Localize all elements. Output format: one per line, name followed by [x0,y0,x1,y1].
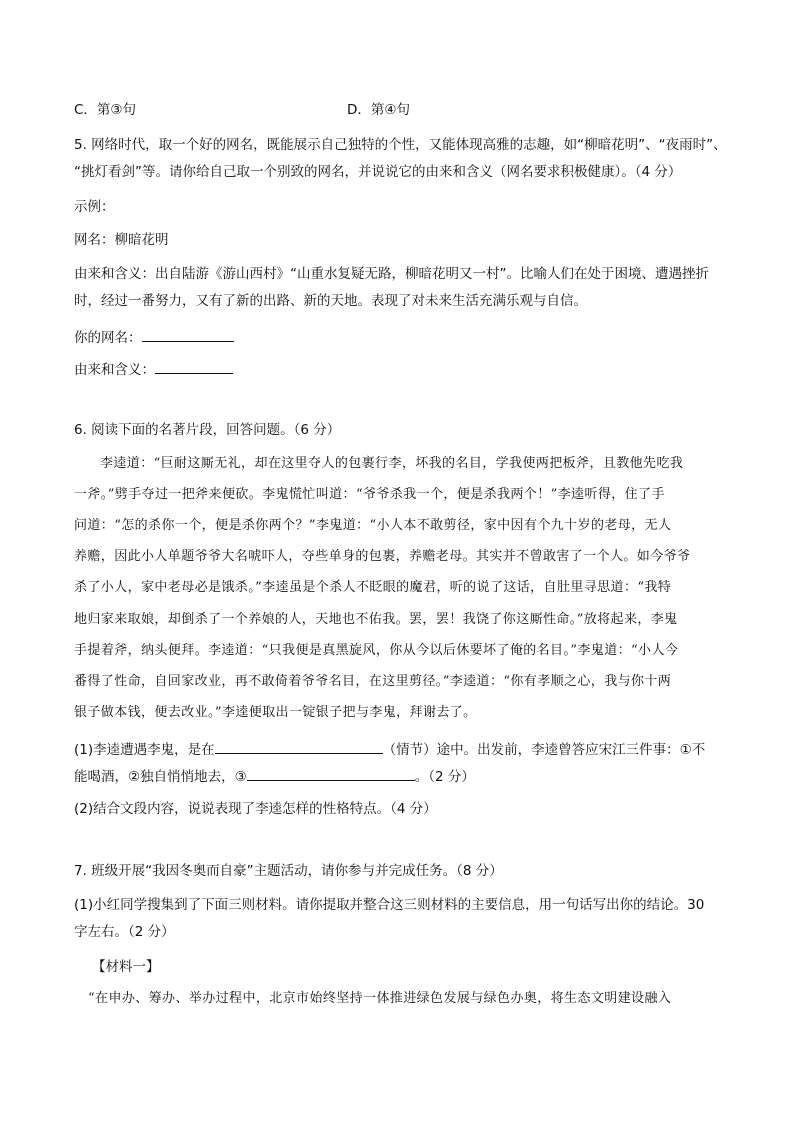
example-name: 网名：柳暗花明 [74,232,169,248]
material-line-1: “在申办、筹办、举办过程中，北京市始终坚持一体推进绿色发展与绿色办奥，将生态文明建设融入 [88,991,672,1006]
passage-line: 番得了性命，自回家改业，再不敢倚着爷爷名目，在这里剪径。”李逵道：“你有孝顺之心，我与你十两 [74,674,672,689]
plot-blank[interactable] [215,739,383,754]
your-name-blank[interactable] [142,327,234,342]
q6-sub2: (2)结合文段内容，说说表现了李逵怎样的性格特点。（4 分） [74,801,437,817]
your-name-row [74,327,234,347]
your-name-label: 你的网名： [74,330,142,346]
q6-sub1-text-a: (1)李逵遭遇李鬼，是在 [74,742,215,758]
q5-line-1: 5. 网络时代，取一个好的网名，既能展示自己独特的个性，又能体现高雅的志趣，如“柳暗花明”、“夜雨时”、 [74,137,727,153]
q7-sub1-line-2: 字左右。（2 分） [74,924,175,940]
your-origin-label: 由来和含义： [74,362,155,378]
origin-line-2: 时，经过一番努力，又有了新的出路、新的天地。表现了对未来生活充满乐观与自信。 [74,293,587,309]
q5-line-2: “挑灯看剑”等。请你给自己取一个别致的网名，并说说它的由来和含义（网名要求积极健康）。（4 分） [74,164,682,180]
origin-line-1: 由来和含义：出自陆游《游山西村》“山重水复疑无路，柳暗花明又一村”。比喻人们在处于困境、遭遇挫折 [74,266,709,282]
option-c: C．第③句 [74,102,137,118]
passage-line: 问道：“怎的杀你一个，便是杀你两个？”李鬼道：“小人本不敢剪径，家中因有个九十岁的老母，无人 [74,518,672,533]
promise-blank[interactable] [247,766,415,781]
passage-line: 地归家来取娘，却倒杀了一个养娘的人，天地也不佑我。罢，罢！我饶了你这厮性命。”放将起来，李鬼 [74,612,678,627]
option-d: D．第④句 [347,102,410,118]
q6-sub1-line-2 [74,766,475,786]
q6-sub1-text-d: 。（2 分） [414,769,475,785]
q7-title: 7. 班级开展“我因冬奥而自豪”主题活动，请你参与并完成任务。（8 分） [74,863,503,879]
passage-line: 杀了小人，家中老母必是饿杀。”李逵虽是个杀人不眨眼的魔君，听的说了这话，自肚里寻思道：“我特 [74,580,672,595]
q6-sub1-line-1 [74,739,705,759]
q7-sub1-line-1: (1)小红同学搜集到了下面三则材料。请你提取并整合这三则材料的主要信息，用一句话写出你的结论。30 [74,897,705,913]
q6-sub1-text-c: 能喝酒，②独自悄悄地去，③ [74,769,247,785]
your-origin-blank[interactable] [155,359,233,374]
passage-line: 李逵道：“巨耐这厮无礼，却在这里夺人的包裹行李，坏我的名目，学我使两把板斧，且教他先吃我 [100,456,684,471]
q6-sub1-text-b: （情节）途中。出发前，李逵曾答应宋江三件事：①不 [382,742,706,758]
example-label: 示例： [74,199,115,215]
q6-title: 6. 阅读下面的名著片段，回答问题。（6 分） [74,422,341,438]
your-origin-row [74,359,233,379]
passage-line: 一斧。”劈手夺过一把斧来便砍。李鬼慌忙叫道：“爷爷杀我一个，便是杀我两个！”李逵听得，住了手 [74,487,665,502]
passage-line: 手提着斧，纳头便拜。李逵道：“只我便是真黑旋风，你从今以后休要坏了俺的名目。”李鬼道：“小人今 [74,643,679,658]
material-label: 【材料一】 [92,959,160,975]
passage-line: 养赡，因此小人单题爷爷大名唬吓人，夺些单身的包裹，养赡老母。其实并不曾敢害了一个人。如今爷爷 [74,549,691,564]
passage-line: 银子做本钱，便去改业。”李逵便取出一锭银子把与李鬼，拜谢去了。 [74,705,477,720]
